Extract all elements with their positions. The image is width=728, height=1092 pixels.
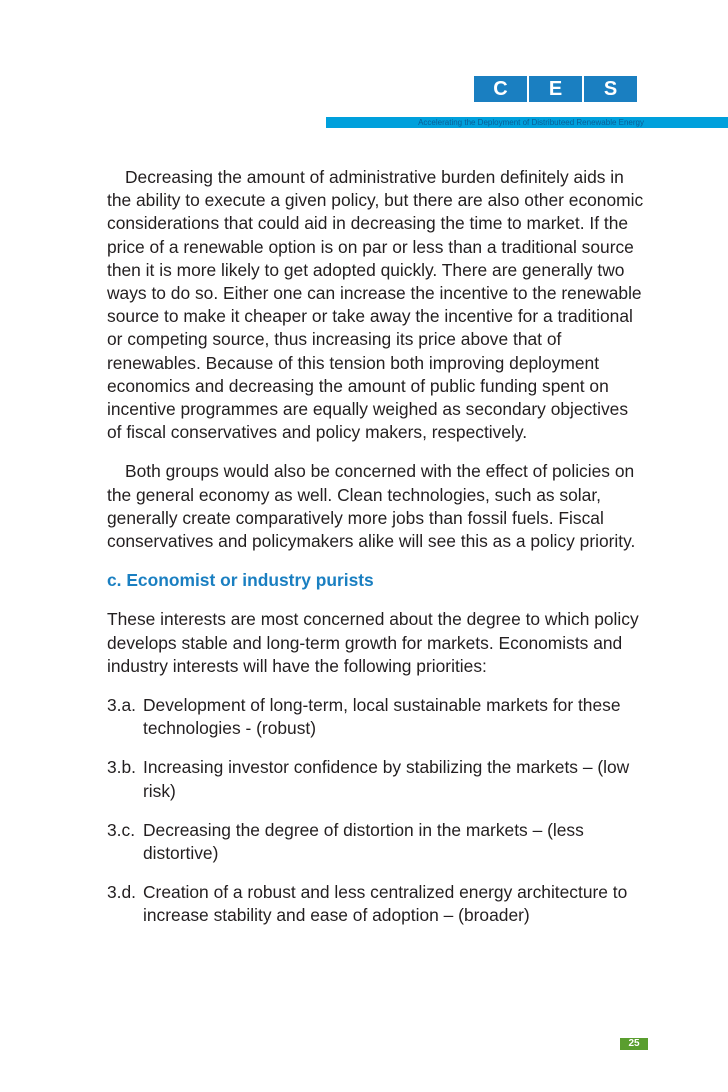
list-item-number: 3.b.: [107, 757, 137, 778]
logo-letter-e: E: [529, 76, 582, 102]
list-item-number: 3.a.: [107, 695, 137, 716]
logo-letter-c: C: [474, 76, 527, 102]
list-item-text: Creation of a robust and less centralized energy architecture to increase stability and ease of adoption – (broader): [143, 882, 628, 926]
ces-logo: [474, 76, 637, 102]
paragraph-general-economy: Both groups would also be concerned with the effect of policies on the general economy as well. Clean technologies, such as solar, generally create comparatively more jobs than fossil fuels. Fiscal conservatives and policymakers alike will see this as a policy priority.: [107, 461, 636, 552]
list-item: [107, 694, 647, 740]
page-number-badge: 25: [620, 1038, 648, 1050]
list-item: [107, 819, 647, 865]
list-item: [107, 881, 647, 927]
paragraph-administrative-burden: Decreasing the amount of administrative burden definitely aids in the ability to execute a given policy, but there are also other economic considerations that could aid in decreasing the time to market. If the price of a renewable option is on par or less than a traditional source then it is more likely to get adopted quickly. There are generally two ways to do so. Either one can increase the incentive to the renewable source to make it cheaper or take away the incentive for a traditional or competing source, thus increasing its price above that of renewables. Because of this tension both improving deployment economics and decreasing the amount of public funding spent on incentive programmes are equally weighed as secondary objectives of fiscal conservatives and policy makers, respectively.: [107, 167, 644, 443]
list-item: [107, 756, 647, 802]
tagline: Accelerating the Deployment of Distributeed Renewable Energy: [418, 118, 644, 127]
paragraph-economist-interests: These interests are most concerned about the degree to which policy develops stable and long-term growth for markets. Economists and industry interests will have the following priorities:: [107, 609, 639, 676]
section-heading: c. Economist or industry purists: [107, 570, 374, 591]
list-item-number: 3.c.: [107, 819, 136, 840]
list-item-text: Decreasing the degree of distortion in the markets – (less distortive): [143, 819, 584, 864]
list-item-text: Increasing investor confidence by stabilizing the markets – (low risk): [143, 757, 630, 801]
list-item-number: 3.d.: [107, 882, 137, 903]
logo-letter-s: S: [584, 76, 637, 102]
page-content: [107, 166, 647, 944]
list-item-text: Development of long-term, local sustainable markets for these technologies - (robust): [143, 695, 621, 739]
